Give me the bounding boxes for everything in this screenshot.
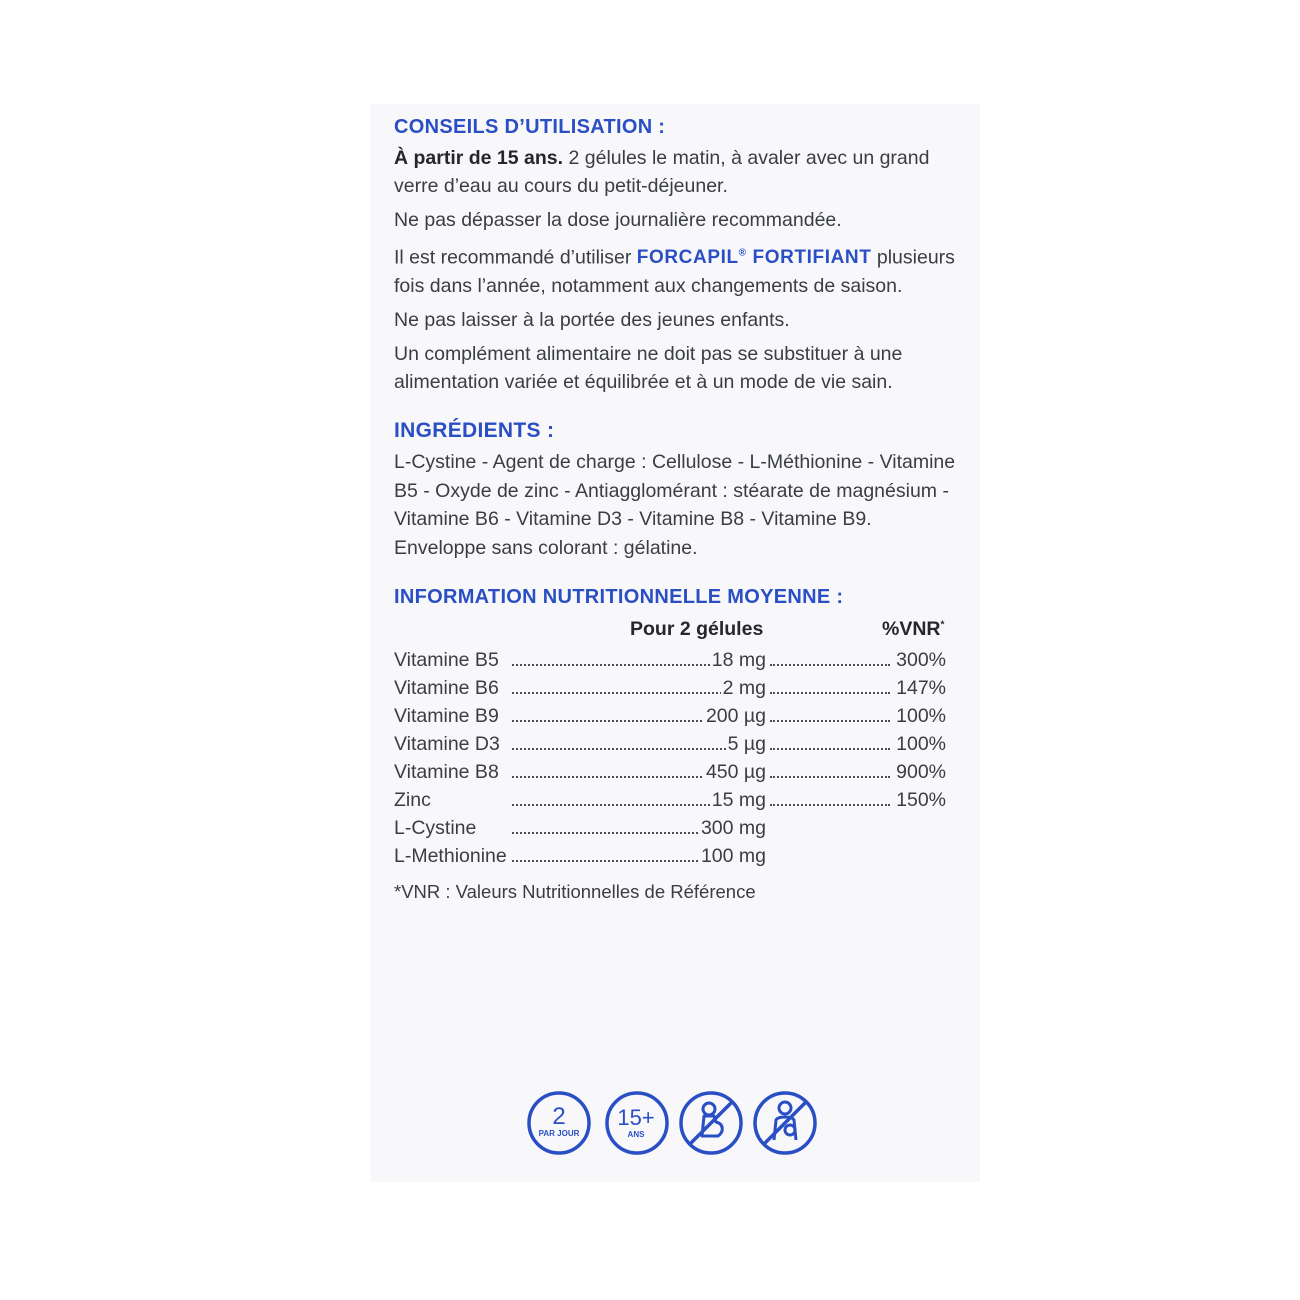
usage-paragraph-2: Ne pas dépasser la dose journalière recommandée.: [394, 209, 842, 231]
package-text: [394, 114, 974, 906]
usage-paragraph-5: Un complément alimentaire ne doit pas se substituer à une alimentation variée et équilibrée et à un mode de vie sain.: [394, 343, 903, 394]
leader-dots: [770, 720, 890, 722]
brand-registered-mark: ®: [738, 248, 747, 259]
nutrition-row: [394, 702, 974, 730]
vnr-label: %VNR: [882, 617, 941, 640]
nutrient-name: L-Cystine: [394, 816, 477, 839]
usage-dose-text: 2 gélules le matin, à avaler avec un grand verre d’eau au cours du petit-déjeuner.: [394, 147, 930, 197]
usage-paragraph-1: [394, 144, 974, 200]
nutrient-vnr: 100%: [894, 702, 946, 730]
nutrient-name: Vitamine B6: [394, 676, 499, 699]
nutrient-name: L-Methionine: [394, 844, 507, 867]
nutrition-footnote: *VNR : Valeurs Nutritionnelles de Référence: [394, 880, 756, 902]
age-number: 15+: [617, 1105, 655, 1130]
age-label: ANS: [627, 1130, 645, 1139]
dose-number: 2: [552, 1103, 566, 1130]
vnr-asterisk: *: [940, 619, 945, 631]
usage-paragraph-4: Ne pas laisser à la portée des jeunes enfants.: [394, 309, 790, 332]
nutrition-row: [394, 842, 974, 870]
usage-p3-end: plusieurs fois dans l’année, notamment aux changements de saison.: [394, 246, 955, 298]
nutrition-row: [394, 730, 974, 758]
ingredients-envelope: Enveloppe sans colorant : gélatine.: [394, 536, 698, 559]
nutrient-vnr: 100%: [894, 730, 946, 758]
brand-name: [637, 247, 872, 268]
usage-age-bold: À partir de 15 ans.: [394, 147, 564, 169]
pregnant-woman-icon: [678, 1090, 744, 1156]
nutrient-vnr: 300%: [894, 646, 946, 674]
nutrition-table: [394, 646, 974, 870]
nutrient-amount: 18 mg: [710, 646, 766, 674]
nutrient-name: Vitamine D3: [394, 732, 500, 755]
age-15-plus-icon: [604, 1090, 670, 1156]
nutrient-amount: 2 mg: [721, 674, 766, 702]
nutrition-row: [394, 758, 974, 786]
breastfeeding-woman-icon: [752, 1090, 818, 1156]
nutrient-vnr: 900%: [894, 758, 946, 786]
ingredients-list: L-Cystine - Agent de charge : Cellulose - L-Méthionine - Vitamine B5 - Oxyde de zinc - Antiagglomérant : stéarate de magnésium - Vitamine B6 - Vitamine D3 - Vitamine B8 - Vitamine B9.: [394, 451, 956, 531]
leader-dots: [512, 748, 762, 750]
nutrient-amount: 15 mg: [710, 786, 766, 814]
nutrition-heading: INFORMATION NUTRITIONNELLE MOYENNE :: [394, 585, 844, 608]
nutrient-name: Vitamine B9: [394, 704, 499, 727]
nutrient-amount: 200 µg: [704, 702, 766, 730]
leader-dots: [770, 804, 890, 806]
column-vnr-header: [882, 618, 944, 641]
nutrient-vnr: 147%: [894, 674, 946, 702]
leader-dots: [770, 748, 890, 750]
usage-p3-start: Il est recommandé d’utiliser: [394, 246, 637, 269]
brand-fortifiant: FORTIFIANT: [746, 247, 872, 269]
pictogram-row: [526, 1090, 826, 1156]
nutrient-name: Zinc: [394, 788, 431, 811]
nutrition-row: [394, 814, 974, 842]
nutrient-amount: 5 µg: [726, 730, 766, 758]
leader-dots: [770, 776, 890, 778]
nutrient-vnr: 150%: [894, 786, 946, 814]
brand-forcapil: FORCAPIL: [636, 247, 739, 269]
column-amount-header: Pour 2 gélules: [630, 617, 764, 640]
leader-dots: [770, 664, 890, 666]
usage-paragraph-3: [394, 240, 974, 300]
nutrition-row: [394, 786, 974, 814]
nutrient-name: Vitamine B8: [394, 760, 499, 783]
dose-label: PAR JOUR: [538, 1129, 580, 1138]
dose-per-day-icon: [526, 1090, 592, 1156]
nutrition-table-header: [394, 614, 974, 646]
nutrient-amount: 300 mg: [699, 814, 766, 842]
ingredients-heading: INGRÉDIENTS :: [394, 419, 555, 443]
nutrition-row: [394, 674, 974, 702]
nutrition-row: [394, 646, 974, 674]
nutrient-amount: 100 mg: [699, 842, 766, 870]
nutrient-amount: 450 µg: [704, 758, 766, 786]
leader-dots: [770, 692, 890, 694]
usage-heading: CONSEILS D’UTILISATION :: [394, 116, 666, 138]
nutrient-name: Vitamine B5: [394, 648, 499, 671]
